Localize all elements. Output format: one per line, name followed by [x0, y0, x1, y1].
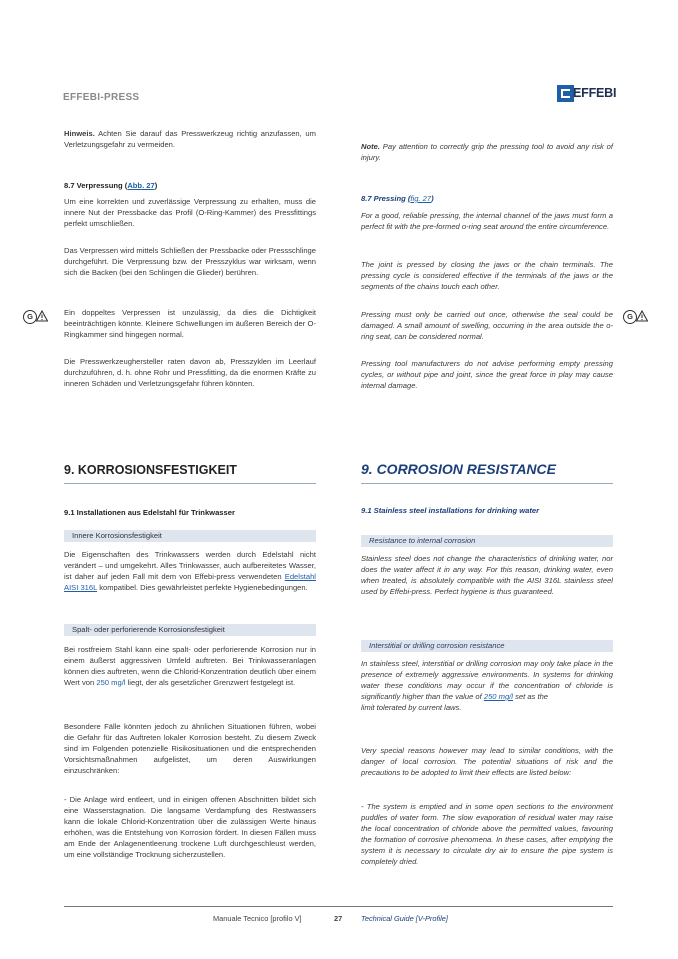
note-en [361, 141, 613, 163]
g-circle-icon: G [23, 310, 37, 324]
footer-title-en: Technical Guide [V-Profile] [361, 914, 448, 923]
chloride-value-en[interactable]: 250 mg/l [483, 692, 513, 701]
logo-text: EFFEBI [573, 86, 617, 100]
bar-crevice-corrosion-de: Spalt- oder perforierende Korrosionsfestigkeit [64, 624, 316, 636]
paragraph-en-8: - The system is emptied and in some open sections to the environment puddles of water form. The slow evaporation of residual water may raise the local concentration of chloride above the permitted values, favouring the formation of corrosive phenomena. In these cases, after emptying the system it is necessary to circulate dry air to ensure the pipe system is completely dried. [361, 802, 613, 866]
subheading-8-7-en: 8.7 Pressing (fig. 27) [361, 194, 434, 203]
note-label-de: Hinweis. [64, 129, 95, 138]
paragraph-en-3: Pressing must only be carried out once, otherwise the seal could be damaged. A small amount of swelling, occurring in the area outside the o-ring seat, can be considered normal. [361, 310, 613, 341]
warning-icon-group-right [623, 310, 645, 325]
figure-ref-de[interactable]: Abb. 27 [127, 181, 155, 190]
bar-internal-corrosion-en: Resistance to internal corrosion [361, 535, 613, 547]
paragraph-en-5: Stainless steel does not change the characteristics of drinking water, nor does the water affect it in any way. For this reason, drinking water, even when treated, is absolutely compatible with the AISI 316L stainless steel used by Effebi-press. Perfect hygiene is thus guaranteed. [361, 554, 613, 596]
paragraph-de-1: Um eine korrekten und zuverlässige Verpressung zu erhalten, muss die innere Nut der Pressbacke das Profil (O-Ring-Kammer) des Pressfittings perfekt umschließen. [64, 197, 316, 228]
section-title-en: 9. CORROSION RESISTANCE [361, 461, 556, 477]
footer-rule [64, 906, 613, 907]
bar-internal-corrosion-de: Innere Korrosionsfestigkeit [64, 530, 316, 542]
paragraph-de-6: Bei rostfreiem Stahl kann eine spalt- oder perforierende Korrosion nur in einem äußerst aggressiven Umfeld auftreten. Bei Trinkwasseranlagen können dies auftreten, wenn die Chlorid-Konzentration deutlich über einem Wert von 250 mg/l liegt, der als gesetzlicher Grenzwert festgelegt ist. [64, 645, 316, 687]
effebi-logo [557, 85, 615, 105]
brand-name: EFFEBI-PRESS [63, 92, 140, 103]
section-rule-de [64, 483, 316, 484]
paragraph-de-3: Ein doppeltes Verpressen ist unzulässig, da dies die Dichtigkeit beeinträchtigen könnte. Kleinere Schwellungen im äußeren Bereich der O-Ringkammer sind hingegen normal. [64, 308, 316, 339]
section-rule-en [361, 483, 613, 484]
subheading-9-1-de: 9.1 Installationen aus Edelstahl für Trinkwasser [64, 508, 235, 517]
paragraph-en-4: Pressing tool manufacturers do not advise performing empty pressing cycles, or without pipe and joint, since the great force in play may cause internal damage. [361, 359, 613, 390]
paragraph-en-1: For a good, reliable pressing, the internal channel of the jaws must form a perfect fit with the pre-formed o-ring seat around the entire circumference. [361, 211, 613, 231]
paragraph-de-5: Die Eigenschaften des Trinkwassers werden durch Edelstahl nicht verändert – und umgekehrt. Alles Trinkwasser, auch aufbereitetes Wasser, ist daher auf jeden Fall mit dem von Effebi-press verwendeten Edelstahl AISI 316L kompatibel. Dies gewährleistet perfekte Hygienebedingungen. [64, 550, 316, 592]
warning-triangle-icon [636, 310, 648, 322]
material-link-de[interactable]: Edelstahl AISI 316L [64, 572, 316, 592]
paragraph-en-6: In stainless steel, interstitial or drilling corrosion may only take place in the presence of extremely aggressive environments. In systems for drinking water these conditions may occur if the concentration of chloride is significantly higher than the value of 250 mg/l set as the limit tolerated by current laws. [361, 659, 613, 712]
subheading-8-7-de: 8.7 Verpressung (Abb. 27) [64, 181, 158, 190]
subheading-9-1-en: 9.1 Stainless steel installations for drinking water [361, 506, 540, 515]
footer-title-de: Manuale Tecnico [profilo V] [213, 914, 302, 923]
logo-mark-icon [557, 85, 574, 102]
chloride-value-de: 250 mg/l [96, 678, 126, 687]
paragraph-en-2: The joint is pressed by closing the jaws or the chain terminals. The pressing cycle is considered effective if the terminals of the jaws or the segments of the chains touch each other. [361, 260, 613, 291]
paragraph-de-8: - Die Anlage wird entleert, und in einigen offenen Abschnitten bildet sich eine Wasserstagnation. Die langsame Verdampfung des Restwassers kann die lokale Chlorid-Konzentration über die zulässigen Werte hinaus erhöhen, was die Entstehung von Korrosion fördert. In diesen Fällen muss am Ende der Anlagenentleerung trockene Luft durchgeschleust werden, um eine vollständige Trocknung sicherzustellen. [64, 795, 316, 859]
figure-ref-en[interactable]: fig. 27 [410, 194, 432, 203]
note-text-en: Pay attention to correctly grip the pressing tool to avoid any risk of injury. [361, 142, 613, 162]
paragraph-de-4: Die Presswerkzeughersteller raten davon ab, Presszyklen im Leerlauf durchzuführen, d. h. ohne Rohr und Pressfitting, da die enormen Kräfte zu inneren Schäden und Verletzungsgefahr führen könnten. [64, 357, 316, 388]
note-de [64, 128, 316, 150]
g-circle-icon: G [623, 310, 637, 324]
paragraph-en-7: Very special reasons however may lead to similar conditions, with the danger of local corrosion. The potential situations of risk and the precautions to be adopted to limit their effects are listed below: [361, 746, 613, 777]
bar-crevice-corrosion-en: Interstitial or drilling corrosion resistance [361, 640, 613, 652]
note-label-en: Note. [361, 142, 380, 151]
paragraph-de-2: Das Verpressen wird mittels Schließen der Pressbacke oder Pressschlinge durchgeführt. Die Verpressung bzw. der Presszyklus war wirksam, wenn sich die Backen (bei den Schlingen die Glieder) berühren. [64, 246, 316, 277]
note-text-de: Achten Sie darauf das Presswerkzeug richtig anzufassen, um Verletzungsgefahr zu vermeiden. [64, 129, 316, 149]
warning-icon-group-left [23, 310, 45, 325]
page-number: 27 [334, 914, 343, 923]
warning-triangle-icon [36, 310, 48, 322]
section-title-de: 9. KORROSIONSFESTIGKEIT [64, 463, 237, 477]
paragraph-de-7: Besondere Fälle könnten jedoch zu ähnlichen Situationen führen, wobei die Gefahr für das Auftreten lokaler Korrosion besteht. Zu diesem Zweck sind im Folgenden potenzielle Risikosituationen und die entsprechenden Vorsichtsmaßnahmen aufgelistet, um deren Auswirkungen einzuschränken: [64, 722, 316, 775]
